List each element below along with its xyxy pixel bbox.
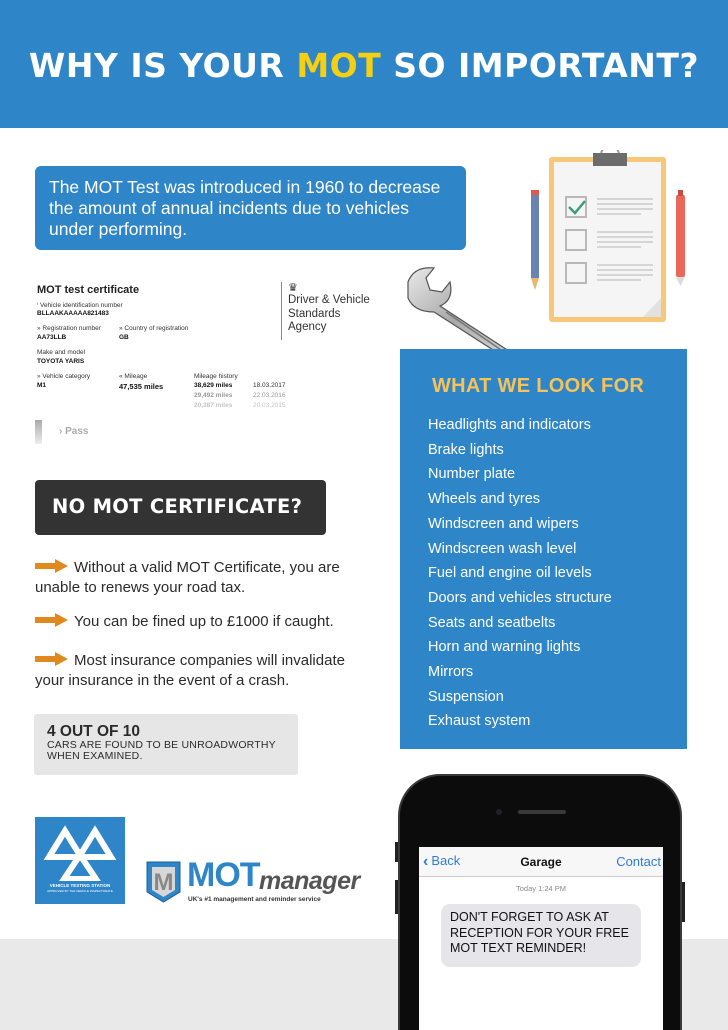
stat-headline: 4 OUT OF 10 bbox=[47, 723, 141, 740]
speaker-grille bbox=[518, 810, 566, 814]
svg-text:M: M bbox=[153, 869, 174, 896]
page-title bbox=[0, 46, 728, 85]
arrow-right-icon bbox=[35, 613, 68, 627]
vts-title: VEHICLE TESTING STATION bbox=[49, 883, 111, 888]
country-label: » Country of registration bbox=[119, 325, 189, 332]
history-date-3: 20.03.2015 bbox=[253, 402, 286, 409]
history-miles-2: 29,492 miles bbox=[194, 392, 233, 399]
vin-value: BLLAAKAAAAA821483 bbox=[37, 310, 109, 317]
make-value: TOYOTA YARIS bbox=[37, 358, 85, 365]
phone-power-button bbox=[682, 882, 685, 922]
back-label: Back bbox=[431, 853, 461, 868]
phone-volume-button bbox=[395, 880, 398, 914]
mileage-label-text: Mileage bbox=[124, 373, 148, 380]
mileage-history-label: Mileage history bbox=[194, 373, 238, 380]
title-text-end: SO IMPORTANT? bbox=[381, 46, 700, 85]
wrench-icon bbox=[400, 262, 530, 357]
list-item: Brake lights bbox=[428, 441, 504, 458]
dvsa-line2: Standards bbox=[288, 307, 341, 320]
title-text: WHY IS YOUR bbox=[28, 46, 297, 85]
reason-text: Most insurance companies will invalidate your insurance in the event of a crash. bbox=[35, 652, 345, 689]
list-item: Horn and warning lights bbox=[428, 639, 581, 656]
list-item: Doors and vehicles structure bbox=[428, 589, 612, 606]
contact-button[interactable]: Contact bbox=[616, 854, 661, 869]
registration-label: » Registration number bbox=[37, 325, 101, 332]
dvsa-line1: Driver & Vehicle bbox=[288, 294, 370, 306]
arrow-right-icon bbox=[35, 559, 68, 573]
category-label: » Vehicle category bbox=[37, 373, 91, 380]
mot-manager-manager: manager bbox=[259, 867, 360, 895]
country-label-text: Country of registration bbox=[124, 325, 189, 332]
vts-subtitle: APPROVED BY THE VEHICLE INSPECTORATE bbox=[47, 889, 113, 893]
phone-screen bbox=[419, 847, 663, 1030]
stat-box bbox=[34, 714, 298, 775]
list-item: Windscreen wash level bbox=[428, 540, 577, 557]
contact-name: Garage bbox=[520, 855, 562, 869]
pass-status: › Pass bbox=[59, 426, 89, 437]
list-item: Windscreen and wipers bbox=[428, 515, 579, 532]
chevron-left-icon: ‹ bbox=[423, 853, 429, 870]
category-value: M1 bbox=[37, 382, 47, 389]
reason-item bbox=[35, 558, 375, 598]
list-item: Wheels and tyres bbox=[428, 491, 541, 508]
certificate-title: MOT test certificate bbox=[37, 284, 140, 296]
reason-item bbox=[35, 612, 375, 632]
mot-certificate bbox=[35, 278, 380, 458]
message-bubble: DON'T FORGET TO ASK AT RECEPTION FOR YOUR FREE MOT TEXT REMINDER! bbox=[441, 904, 641, 967]
clipboard-checklist-icon bbox=[525, 150, 695, 325]
country-value: GB bbox=[119, 334, 129, 341]
list-item: Headlights and indicators bbox=[428, 417, 591, 433]
front-camera-icon bbox=[496, 809, 502, 815]
stat-detail: CARS ARE FOUND TO BE UNROADWORTHY WHEN EXAMINED. bbox=[47, 739, 276, 762]
messages-navbar bbox=[419, 847, 663, 877]
mileage-label: « Mileage bbox=[119, 373, 148, 380]
list-item: Number plate bbox=[428, 466, 516, 483]
dvsa-logo bbox=[281, 282, 370, 340]
triangles-icon bbox=[35, 817, 125, 881]
reason-text: Without a valid MOT Certificate, you are unable to renews your road tax. bbox=[35, 559, 340, 596]
history-miles-3: 20,387 miles bbox=[194, 402, 233, 409]
vin-label: ⁱ Vehicle identification number bbox=[37, 302, 123, 309]
mileage-value: 47,535 miles bbox=[119, 382, 164, 391]
mot-manager-mot: MOT bbox=[187, 856, 260, 894]
mot-manager-shield-icon bbox=[145, 860, 182, 903]
what-we-look-for-panel bbox=[400, 349, 687, 749]
arrow-right-icon bbox=[35, 652, 68, 666]
history-date-2: 22.03.2016 bbox=[253, 392, 286, 399]
pass-status-text: Pass bbox=[65, 426, 89, 437]
category-label-text: Vehicle category bbox=[42, 373, 91, 380]
royal-crest-icon: ♛ bbox=[288, 282, 298, 294]
phone-side-button bbox=[395, 842, 398, 862]
message-timestamp: Today 1:24 PM bbox=[515, 884, 567, 893]
mot-manager-logo bbox=[145, 858, 370, 908]
registration-label-text: Registration number bbox=[42, 325, 101, 332]
look-for-list bbox=[428, 413, 612, 734]
intro-box: The MOT Test was introduced in 1960 to decrease the amount of annual incidents due to vehicles under performing. bbox=[35, 166, 466, 250]
pass-status-bar bbox=[35, 420, 42, 444]
list-item: Seats and seatbelts bbox=[428, 614, 556, 631]
list-item: Fuel and engine oil levels bbox=[428, 565, 592, 582]
reason-text: You can be fined up to £1000 if caught. bbox=[74, 613, 334, 630]
mot-manager-tagline: UK's #1 management and reminder service bbox=[188, 896, 321, 903]
list-item: Exhaust system bbox=[428, 713, 531, 730]
history-date-1: 18.03.2017 bbox=[253, 382, 286, 389]
no-mot-heading: NO MOT CERTIFICATE? bbox=[35, 480, 326, 535]
dvsa-line3: Agency bbox=[288, 321, 327, 333]
header-banner bbox=[0, 0, 728, 128]
title-highlight-mot: MOT bbox=[296, 46, 382, 85]
list-item: Suspension bbox=[428, 688, 504, 705]
vehicle-testing-station-logo bbox=[35, 817, 125, 904]
vin-label-text: Vehicle identification number bbox=[39, 302, 123, 309]
history-miles-1: 38,629 miles bbox=[194, 382, 233, 389]
look-for-title: WHAT WE LOOK FOR bbox=[432, 375, 645, 397]
registration-value: AA73LLB bbox=[37, 334, 67, 341]
list-item: Mirrors bbox=[428, 664, 474, 681]
make-label: Make and model bbox=[37, 349, 86, 356]
reason-item bbox=[35, 651, 375, 691]
phone-mockup bbox=[398, 774, 682, 1030]
